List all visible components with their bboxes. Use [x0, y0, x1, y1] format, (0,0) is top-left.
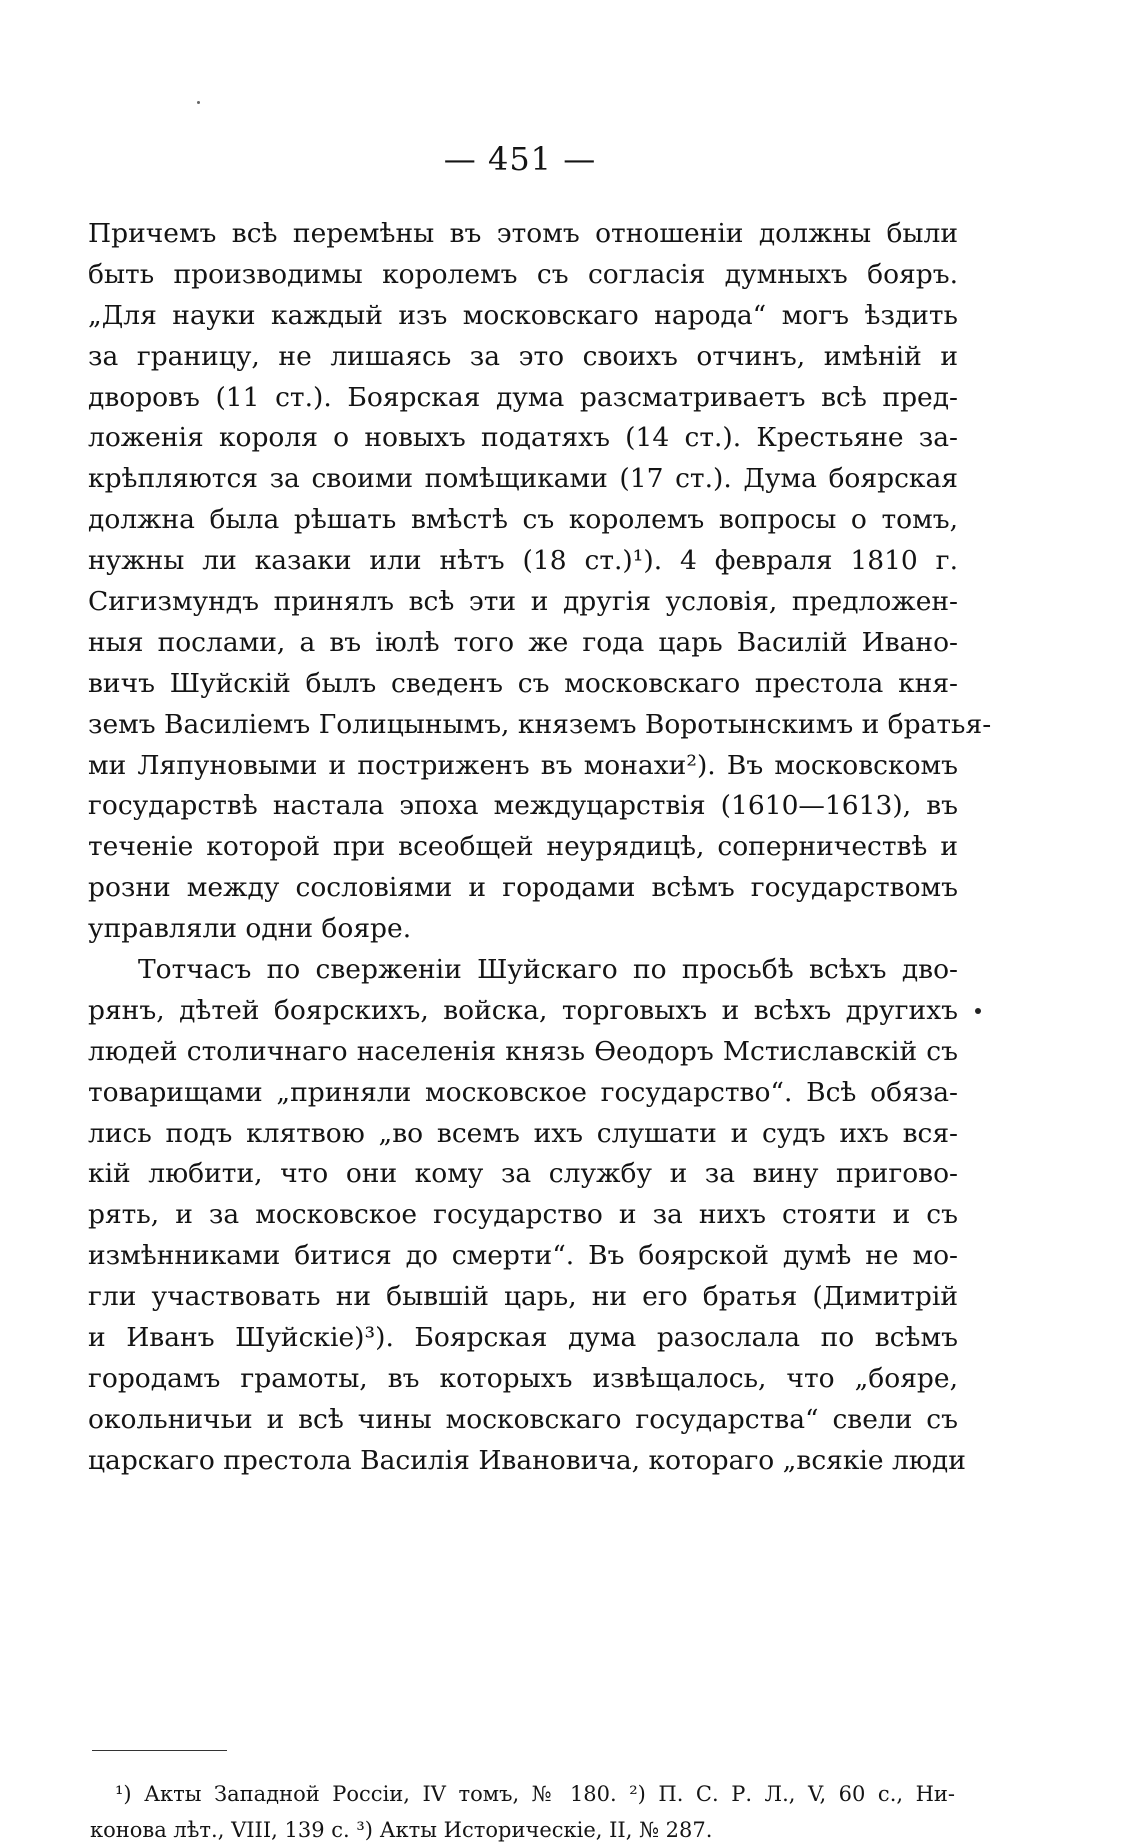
text-line: Причемъ всѣ перемѣны въ этомъ отношеніи должны были — [88, 218, 958, 249]
text-line: должна была рѣшать вмѣстѣ съ королемъ вопросы о томъ, — [88, 504, 958, 536]
footnotes — [90, 1776, 955, 1848]
text-line: рять, и за московское государство и за нихъ стояти и съ — [88, 1199, 958, 1231]
text-line: людей столичнаго населенія князь Ѳеодоръ Мстиславскій съ — [88, 1035, 958, 1067]
text-line: за границу, не лишаясь за это своихъ отчинъ, имѣній и — [88, 340, 958, 372]
footnote-divider — [92, 1750, 227, 1751]
text-line: вичъ Шуйскій былъ сведенъ съ московскаго престола кня- — [88, 667, 958, 699]
footnote-line: конова лѣт., VIII, 139 с. ³) Акты Историческіе, II, № 287. — [90, 1818, 713, 1842]
text-line: городамъ грамоты, въ которыхъ извѣщалось, что „бояре, — [88, 1362, 958, 1394]
text-line: земъ Василіемъ Голицынымъ, княземъ Воротынскимъ и братья- — [88, 708, 992, 740]
text-line: государствѣ настала эпоха междуцарствія (1610—1613), въ — [88, 790, 958, 822]
text-line: ложенія короля о новыхъ податяхъ (14 ст.). Крестьяне за- — [88, 422, 958, 454]
text-line: лись подъ клятвою „во всемъ ихъ слушати и судъ ихъ вся- — [88, 1117, 958, 1149]
text-line: ныя послами, а въ іюлѣ того же года царь Василій Ивано- — [88, 626, 958, 658]
page-number: — 451 — — [443, 140, 597, 178]
text-line: управляли одни бояре. — [88, 913, 412, 945]
text-line: быть производимы королемъ съ согласія думныхъ бояръ. — [88, 258, 958, 290]
text-line: гли участвовать ни бывшій царь, ни его братья (Димитрій — [88, 1281, 958, 1313]
body-text — [88, 214, 992, 1482]
text-line: „Для науки каждый изъ московскаго народа“ могъ ѣздить — [88, 299, 958, 331]
margin-mark — [975, 1008, 981, 1014]
text-line: кій любити, что они кому за службу и за вину пригово- — [88, 1158, 958, 1190]
text-line: окольничьи и всѣ чины московскаго государства“ свели съ — [88, 1403, 958, 1435]
text-line: крѣпляются за своими помѣщиками (17 ст.). Дума боярская — [88, 463, 958, 495]
text-line: Тотчасъ по сверженіи Шуйскаго по просьбѣ всѣхъ дво- — [138, 954, 958, 986]
text-line: теченіе которой при всеобщей неурядицѣ, соперничествѣ и — [88, 831, 958, 863]
text-line: розни между сословіями и городами всѣмъ государствомъ — [88, 872, 958, 904]
text-line: дворовъ (11 ст.). Боярская дума разсматриваетъ всѣ пред- — [88, 381, 958, 413]
text-line: ми Ляпуновыми и постриженъ въ монахи²). Въ московскомъ — [88, 749, 958, 781]
scan-speck — [197, 101, 200, 104]
footnote-line: ¹) Акты Западной Россіи, IV томъ, № 180. ²) П. С. Р. Л., V, 60 с., Ни- — [115, 1782, 955, 1806]
text-line: измѣнниками битися до смерти“. Въ боярской думѣ не мо- — [88, 1240, 958, 1272]
text-line: Сигизмундъ принялъ всѣ эти и другія условія, предложен- — [88, 586, 958, 618]
text-line: нужны ли казаки или нѣтъ (18 ст.)¹). 4 февраля 1810 г. — [88, 545, 958, 577]
text-line: царскаго престола Василія Ивановича, котораго „всякіе люди — [88, 1444, 966, 1476]
text-line: рянъ, дѣтей боярскихъ, войска, торговыхъ и всѣхъ другихъ — [88, 994, 958, 1026]
text-line: и Иванъ Шуйскіе)³). Боярская дума разослала по всѣмъ — [88, 1322, 958, 1354]
text-line: товарищами „приняли московское государство“. Всѣ обяза- — [88, 1076, 958, 1108]
